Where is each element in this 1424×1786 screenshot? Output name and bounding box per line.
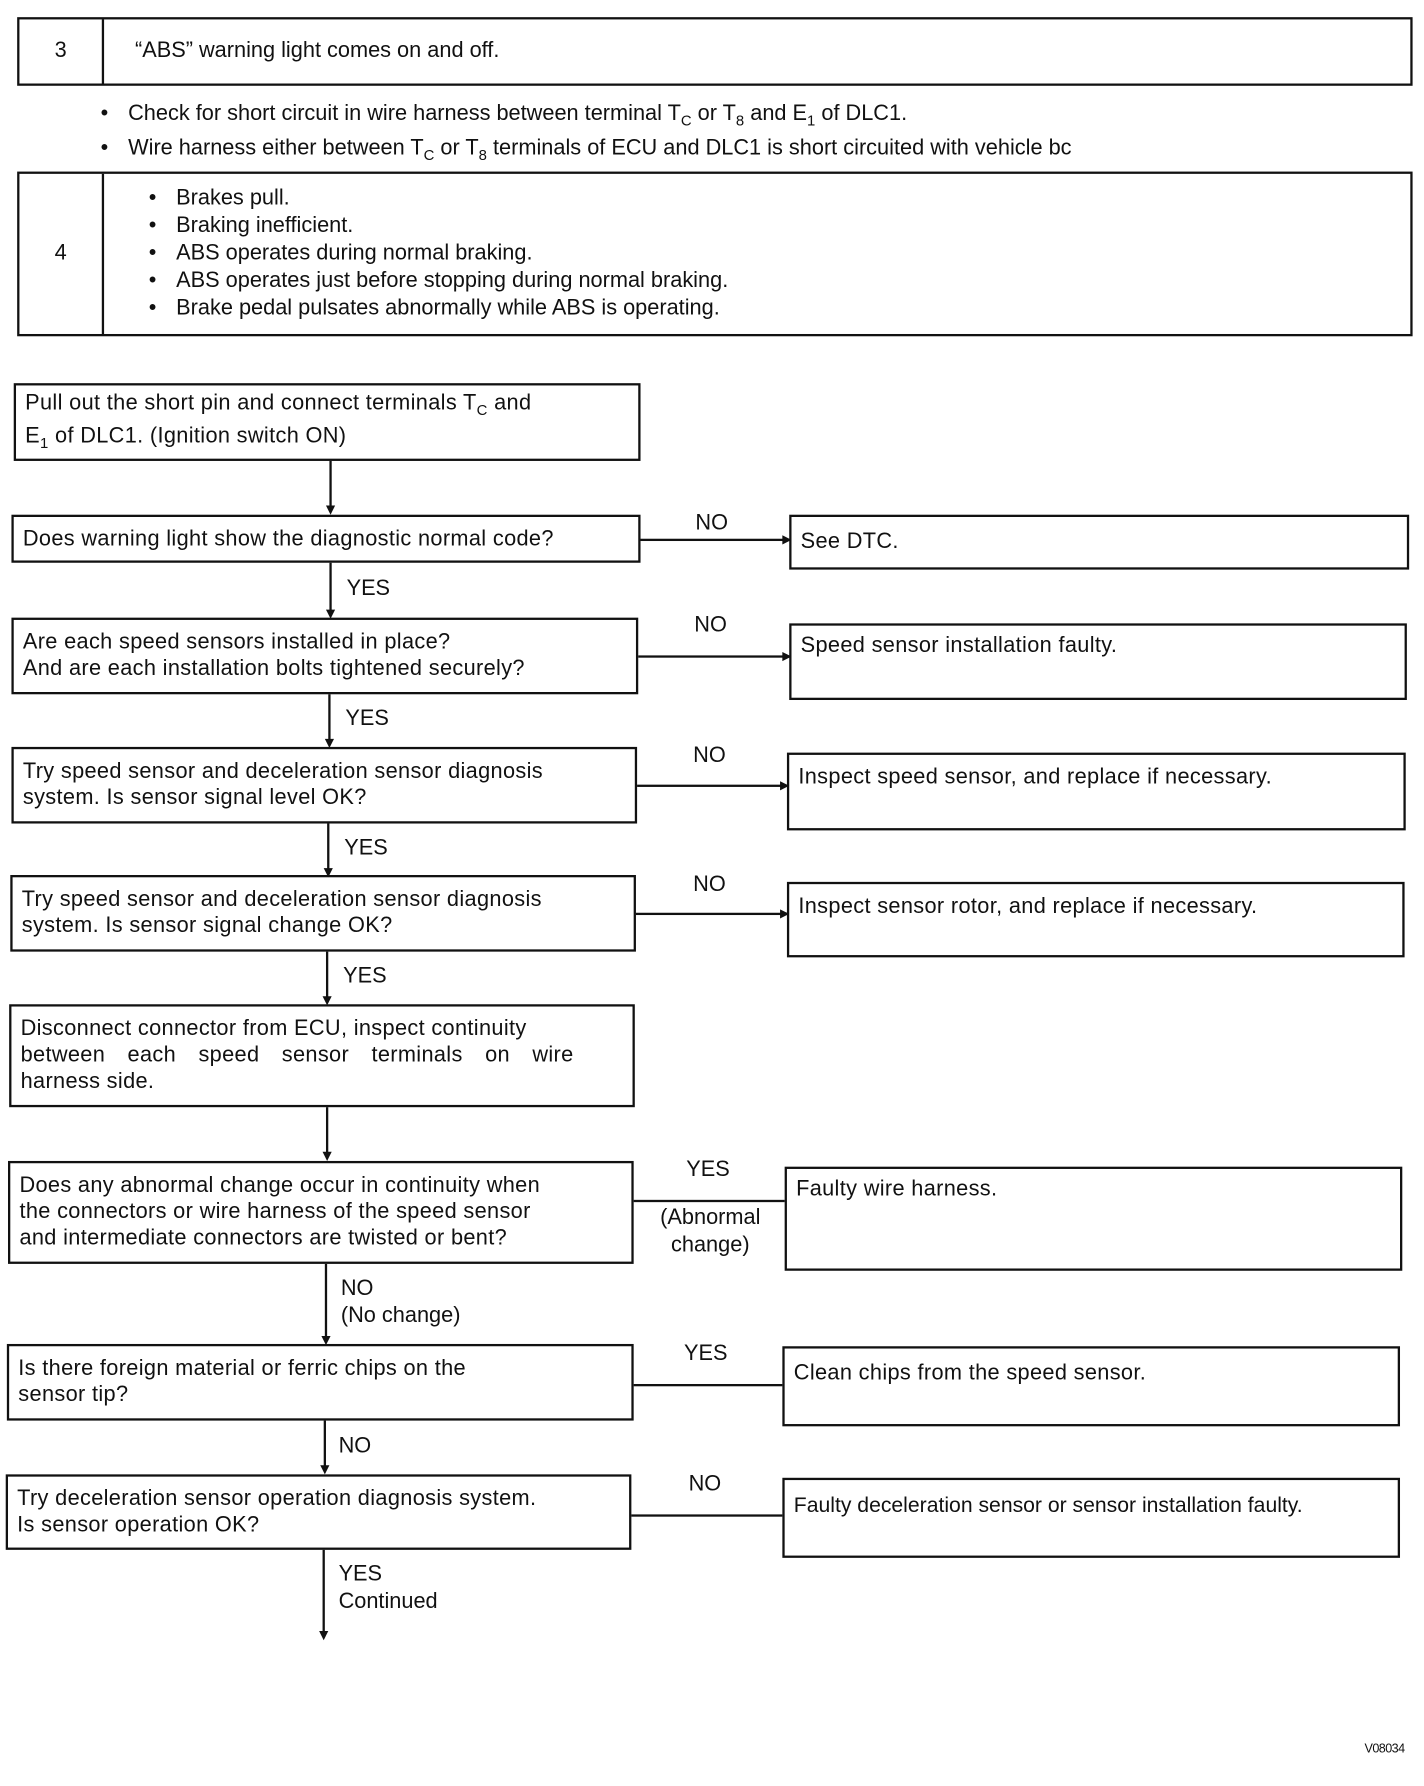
next-label: YES <box>345 706 389 731</box>
connector-line <box>634 1384 783 1386</box>
text-segment: or T <box>691 101 736 126</box>
text-segment: 8 <box>478 145 487 164</box>
text-segment: and intermediate connectors are twisted or bent? <box>19 1226 508 1251</box>
result-box-1: See DTC. <box>789 515 1409 570</box>
next-label <box>341 1275 461 1330</box>
connector-line <box>638 655 789 657</box>
connector-line <box>641 539 790 541</box>
connector-line <box>329 563 331 613</box>
result-box-6: Clean chips from the speed sensor. <box>782 1346 1400 1426</box>
text-segment: the connectors or wire harness of the speed sensor <box>19 1199 531 1224</box>
question-box-2 <box>11 618 638 695</box>
arrow-down-icon <box>326 506 335 515</box>
connector-line <box>324 1421 326 1469</box>
text-segment: Try deceleration sensor operation diagnosis system. <box>17 1486 537 1511</box>
connector-line <box>326 952 328 1000</box>
note-item <box>101 135 1313 169</box>
result-box-4: Inspect sensor rotor, and replace if necessary. <box>787 882 1405 957</box>
text-segment: (Abnormal <box>660 1205 761 1230</box>
arrow-down-icon <box>319 1631 328 1640</box>
symptom-item: • Brakes pull. <box>149 185 1411 212</box>
row-text <box>117 19 1411 83</box>
table-row-3 <box>17 17 1412 86</box>
table-row-4 <box>17 172 1412 337</box>
text-segment: Try speed sensor and deceleration sensor diagnosis <box>22 759 543 784</box>
result-box-7: Faulty deceleration sensor or sensor installation faulty. <box>782 1478 1400 1558</box>
result-box-5: Faulty wire harness. <box>785 1167 1403 1271</box>
symptom-item: • Brake pedal pulsates abnormally while ABS is operating. <box>149 295 1411 322</box>
connector-line <box>325 1264 327 1339</box>
text-segment: system. Is sensor signal level OK? <box>22 785 367 810</box>
branch-label: YES <box>683 1341 728 1366</box>
text-segment: E <box>25 424 41 449</box>
text-segment: Pull out the short pin and connect terminals T <box>25 391 477 416</box>
symptom-list <box>117 174 1411 334</box>
connector-line <box>328 694 330 742</box>
question-box-5 <box>8 1161 634 1264</box>
text-segment: harness side. <box>20 1069 155 1094</box>
symptom-item: • Braking inefficient. <box>149 213 1411 240</box>
branch-label: NO <box>693 743 726 768</box>
text-segment: between each speed sensor terminals on wire <box>20 1043 574 1068</box>
connector-line <box>323 1550 325 1632</box>
text-segment: C <box>423 145 435 164</box>
question-box-4 <box>10 875 636 952</box>
text-segment: And are each installation bolts tightened securely? <box>22 656 525 681</box>
row-number: 4 <box>19 174 104 334</box>
result-box-3: Inspect speed sensor, and replace if necessary. <box>787 753 1406 831</box>
figure-id: V08034 <box>1364 1742 1405 1756</box>
result-box-2: Speed sensor installation faulty. <box>789 623 1407 700</box>
symptom-item: • ABS operates just before stopping during normal braking. <box>149 268 1411 295</box>
arrow-down-icon <box>320 1465 329 1474</box>
text-segment: (No change) <box>340 1303 461 1328</box>
text-segment: Are each speed sensors installed in place? <box>22 630 451 655</box>
text-segment: 1 <box>807 111 816 130</box>
connector-line <box>326 1107 328 1155</box>
text-segment: C <box>476 401 488 419</box>
text-segment: of DLC1. (Ignition switch ON) <box>48 424 347 449</box>
check-notes <box>101 101 1313 169</box>
connector-line <box>631 1514 782 1516</box>
text-segment: YES <box>338 1562 383 1587</box>
connector-line <box>329 461 331 509</box>
next-label: YES <box>346 576 391 601</box>
flow-start-box <box>14 383 641 461</box>
symptom-item: • ABS operates during normal braking. <box>149 240 1411 267</box>
question-box-6 <box>7 1344 634 1421</box>
text-segment: NO <box>340 1276 374 1301</box>
next-label: YES <box>344 836 388 861</box>
branch-label: NO <box>688 1472 722 1497</box>
note-item <box>101 101 1313 135</box>
text-segment: change) <box>671 1233 750 1258</box>
disconnect-instruction-box <box>9 1004 635 1107</box>
text-segment: Disconnect connector from ECU, inspect continuity <box>20 1016 527 1041</box>
text-segment: or T <box>434 135 479 160</box>
connector-line <box>636 913 787 915</box>
text-segment <box>25 423 629 456</box>
text-segment: C <box>680 111 692 130</box>
connector-line <box>637 785 787 787</box>
text-segment: 1 <box>40 434 49 452</box>
question-box-1 <box>11 515 640 563</box>
text-segment <box>25 390 629 423</box>
connector-line <box>634 1200 785 1202</box>
text-segment: Is sensor operation OK? <box>17 1513 260 1538</box>
text-segment: Is there foreign material or ferric chips on the <box>18 1356 466 1381</box>
question-box-7 <box>6 1474 632 1549</box>
text-segment: 8 <box>735 111 745 130</box>
text-segment: of DLC1. <box>815 101 908 126</box>
row-number: 3 <box>19 19 104 83</box>
branch-label: NO <box>695 511 729 536</box>
branch-label: NO <box>694 613 727 638</box>
text-segment: Check for short circuit in wire harness between terminal T <box>128 101 681 126</box>
connector-line <box>327 824 329 872</box>
text-segment: Continued <box>338 1589 438 1614</box>
text-segment: Try speed sensor and deceleration sensor diagnosis <box>21 887 542 912</box>
text-segment: and E <box>744 101 808 126</box>
text-segment: Wire harness either between T <box>128 135 424 160</box>
text-segment: sensor tip? <box>18 1382 129 1407</box>
text-segment: system. Is sensor signal change OK? <box>21 913 393 938</box>
branch-label: YES <box>686 1157 730 1182</box>
text-segment: Does any abnormal change occur in continuity when <box>19 1173 541 1198</box>
text-segment: terminals of ECU and DLC1 is short circuited with vehicle bc <box>486 135 1072 160</box>
branch-note <box>643 1204 778 1259</box>
question-box-3 <box>11 747 637 824</box>
next-label: YES <box>343 964 387 989</box>
text-segment: Does warning light show the diagnostic normal code? <box>22 527 554 552</box>
branch-label: NO <box>693 872 726 897</box>
symptom-text: “ABS” warning light comes on and off. <box>134 38 500 63</box>
next-label <box>339 1561 438 1616</box>
text-segment: and <box>487 391 532 416</box>
next-label: NO <box>338 1434 372 1459</box>
arrow-down-icon <box>323 1152 332 1161</box>
